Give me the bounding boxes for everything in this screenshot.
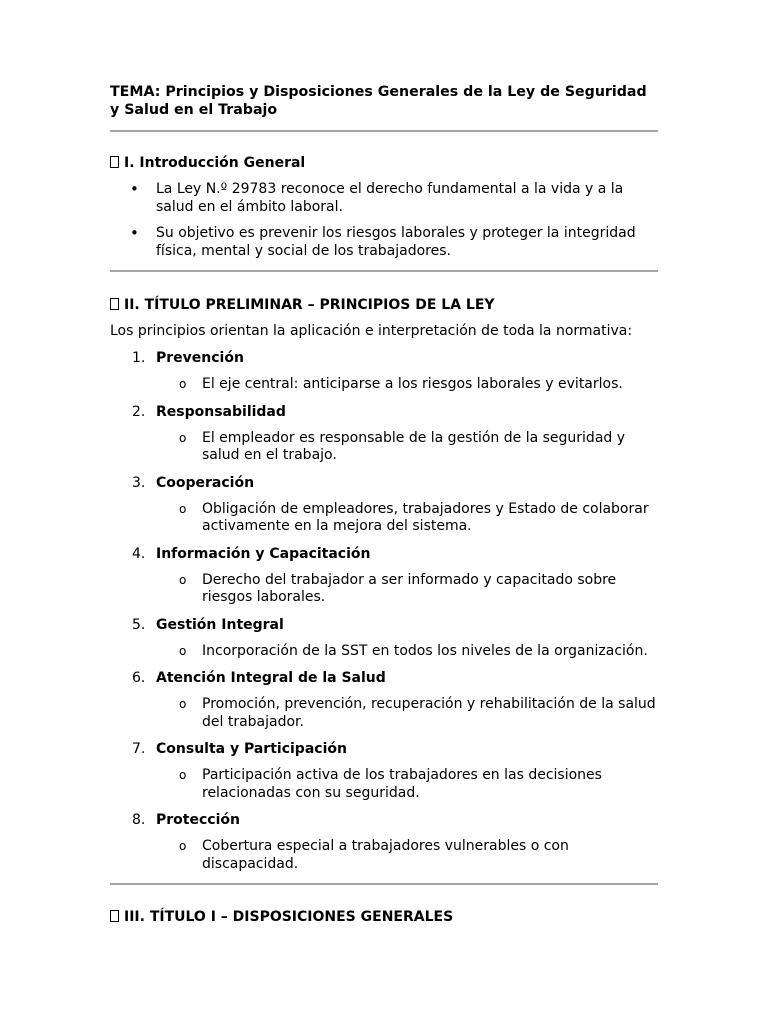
principle-item bbox=[110, 616, 658, 661]
principle-item bbox=[110, 740, 658, 802]
principle-description: o Cobertura especial a trabajadores vulnerables o con discapacidad. bbox=[110, 838, 658, 873]
principle-title bbox=[110, 811, 658, 829]
principle-title-text: Cooperación bbox=[156, 474, 255, 491]
section-2-heading-text: II. TÍTULO PRELIMINAR – PRINCIPIOS DE LA LEY bbox=[124, 297, 495, 313]
principle-number: 4. bbox=[132, 545, 146, 562]
bullet-item: • La Ley N.º 29783 reconoce el derecho fundamental a la vida y a la salud en el ámbito laboral. bbox=[110, 181, 658, 216]
principle-item bbox=[110, 403, 658, 465]
principle-description: o El eje central: anticiparse a los riesgos laborales y evitarlos. bbox=[110, 376, 658, 394]
principle-item bbox=[110, 811, 658, 873]
section-1-bullets bbox=[110, 181, 658, 260]
principle-title-text: Atención Integral de la Salud bbox=[156, 670, 386, 686]
principle-title-text: Información y Capacitación bbox=[156, 545, 371, 562]
section-1-heading-text: I. Introducción General bbox=[124, 155, 306, 171]
section-1-heading bbox=[110, 154, 658, 172]
principle-description: o Participación activa de los trabajadores en las decisiones relacionadas con su seguridad. bbox=[110, 767, 658, 802]
principle-title-text: Gestión Integral bbox=[156, 616, 284, 633]
bullet-item: • Su objetivo es prevenir los riesgos laborales y proteger la integridad física, mental y social de los trabajadores. bbox=[110, 225, 658, 260]
principle-number: 5. bbox=[132, 616, 146, 633]
principle-description: o El empleador es responsable de la gestión de la seguridad y salud en el trabajo. bbox=[110, 430, 658, 465]
principle-number: 7. bbox=[132, 741, 146, 757]
principle-number: 3. bbox=[132, 474, 146, 491]
principle-item bbox=[110, 474, 658, 536]
principle-title-text: Consulta y Participación bbox=[156, 741, 347, 757]
principle-number: 1. bbox=[132, 350, 146, 366]
principle-item bbox=[110, 545, 658, 607]
principle-item bbox=[110, 669, 658, 731]
principle-title-text: Prevención bbox=[156, 350, 244, 366]
principle-item bbox=[110, 349, 658, 394]
principle-number: 2. bbox=[132, 403, 146, 420]
divider bbox=[110, 883, 658, 885]
section-3-heading bbox=[110, 908, 658, 926]
principle-title-text: Responsabilidad bbox=[156, 403, 286, 420]
principle-description: o Derecho del trabajador a ser informado y capacitado sobre riesgos laborales. bbox=[110, 572, 658, 607]
principle-title-text: Protección bbox=[156, 812, 240, 828]
missing-glyph-icon bbox=[110, 910, 119, 922]
principle-title bbox=[110, 474, 658, 492]
document-content bbox=[110, 84, 658, 926]
section-2-intro: Los principios orientan la aplicación e interpretación de toda la normativa: bbox=[110, 323, 633, 339]
principle-title bbox=[110, 616, 658, 634]
principle-title bbox=[110, 740, 658, 758]
missing-glyph-icon bbox=[110, 298, 119, 310]
divider bbox=[110, 130, 658, 132]
principle-description: o Promoción, prevención, recuperación y rehabilitación de la salud del trabajador. bbox=[110, 696, 658, 731]
principle-description: o Incorporación de la SST en todos los niveles de la organización. bbox=[110, 643, 658, 661]
section-3-heading-text: III. TÍTULO I – DISPOSICIONES GENERALES bbox=[124, 909, 454, 925]
principle-number: 8. bbox=[132, 812, 146, 828]
principle-title bbox=[110, 403, 658, 421]
section-2-heading bbox=[110, 296, 658, 314]
divider bbox=[110, 270, 658, 272]
missing-glyph-icon bbox=[110, 156, 119, 168]
principle-description: o Obligación de empleadores, trabajadores y Estado de colaborar activamente en la mejora del sistema. bbox=[110, 501, 658, 536]
principle-title bbox=[110, 669, 658, 687]
principle-title bbox=[110, 545, 658, 563]
principle-title bbox=[110, 349, 658, 367]
principles-list bbox=[110, 349, 658, 873]
principle-number: 6. bbox=[132, 670, 146, 686]
document-title: TEMA: Principios y Disposiciones Generales de la Ley de Seguridad y Salud en el Trabajo bbox=[110, 84, 647, 118]
